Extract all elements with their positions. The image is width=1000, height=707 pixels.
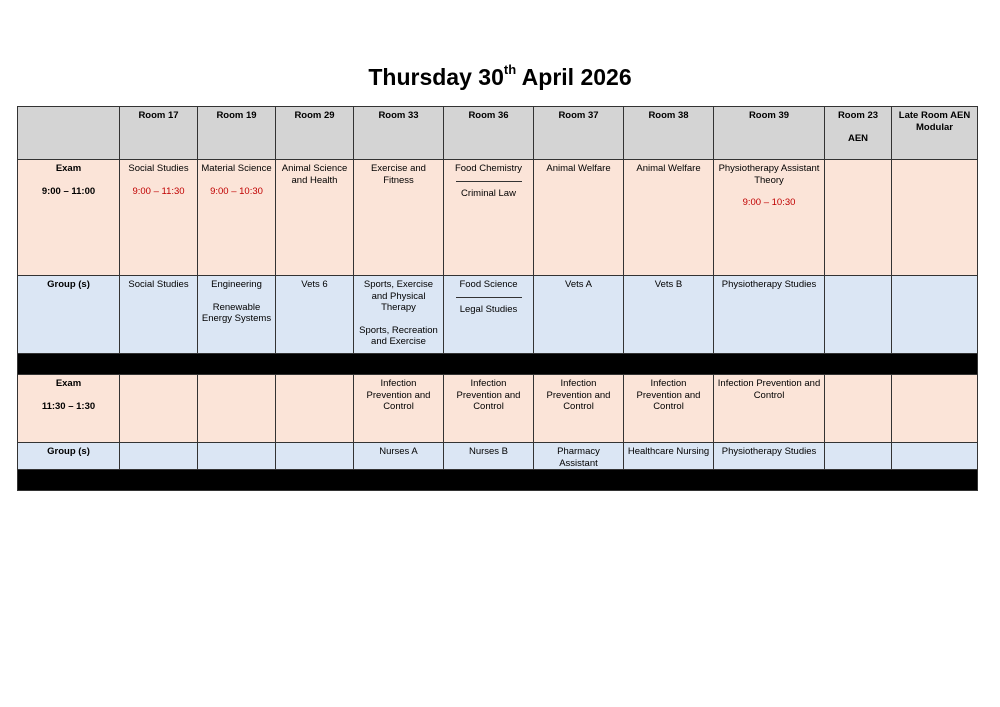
title-rest: April 2026 bbox=[516, 64, 632, 90]
cell-r23-exam bbox=[825, 160, 892, 276]
cell-late-group bbox=[892, 276, 978, 354]
cell-late-group2 bbox=[892, 443, 978, 470]
cell-divider-line bbox=[456, 297, 522, 298]
cell-r29-group2 bbox=[276, 443, 354, 470]
cell-r17-group: Social Studies bbox=[120, 276, 198, 354]
cell-r17-exam bbox=[120, 160, 198, 276]
row-label-exam-morning bbox=[18, 160, 120, 276]
exam-time-override: 9:00 – 11:30 bbox=[132, 185, 185, 197]
exam-subject: Animal Science and Health bbox=[281, 163, 348, 186]
cell-r37-group: Vets A bbox=[534, 276, 624, 354]
cell-r38-group: Vets B bbox=[624, 276, 714, 354]
exam-subject: Food Chemistry bbox=[454, 163, 523, 174]
cell-r37-exam bbox=[534, 160, 624, 276]
cell-r33-group bbox=[354, 276, 444, 354]
exam-subject: Exercise and Fitness bbox=[371, 163, 426, 186]
group-name-second: Renewable Energy Systems bbox=[201, 301, 272, 324]
group-name-second: Legal Studies bbox=[459, 303, 518, 315]
group-row-morning bbox=[18, 276, 978, 354]
exam-time-override: 9:00 – 10:30 bbox=[742, 197, 796, 208]
exam-subject-second: Criminal Law bbox=[461, 187, 516, 199]
cell-r17-exam2 bbox=[120, 375, 198, 443]
session-divider-bottom bbox=[18, 470, 978, 491]
cell-r29-exam2 bbox=[276, 375, 354, 443]
exam-label: Exam bbox=[55, 378, 82, 389]
header-room-17: Room 17 bbox=[120, 107, 198, 160]
exam-row-morning bbox=[18, 160, 978, 276]
cell-r19-exam2 bbox=[198, 375, 276, 443]
header-room-37: Room 37 bbox=[534, 107, 624, 160]
cell-r36-exam bbox=[444, 160, 534, 276]
header-room-36: Room 36 bbox=[444, 107, 534, 160]
group-row-midday bbox=[18, 443, 978, 470]
cell-r37-group2: Pharmacy Assistant bbox=[534, 443, 624, 470]
cell-late-exam2 bbox=[892, 375, 978, 443]
exam-row-midday bbox=[18, 375, 978, 443]
group-name-second: Sports, Recreation and Exercise bbox=[359, 324, 438, 347]
cell-r29-exam bbox=[276, 160, 354, 276]
cell-r29-group: Vets 6 bbox=[276, 276, 354, 354]
exam-subject: Animal Welfare bbox=[636, 163, 701, 174]
header-room-33: Room 33 bbox=[354, 107, 444, 160]
cell-r39-exam2: Infection Prevention and Control bbox=[714, 375, 825, 443]
header-room-29: Room 29 bbox=[276, 107, 354, 160]
exam-time-override: 9:00 – 10:30 bbox=[210, 185, 263, 197]
cell-r38-exam2: Infection Prevention and Control bbox=[624, 375, 714, 443]
cell-r19-group2 bbox=[198, 443, 276, 470]
exam-time: 11:30 – 1:30 bbox=[41, 400, 96, 412]
cell-divider-line bbox=[456, 181, 522, 182]
header-room-38: Room 38 bbox=[624, 107, 714, 160]
header-room-39: Room 39 bbox=[714, 107, 825, 160]
header-row bbox=[18, 107, 978, 160]
divider-bar bbox=[18, 354, 978, 375]
group-name: Sports, Exercise and Physical Therapy bbox=[363, 279, 434, 313]
header-room-23 bbox=[825, 107, 892, 160]
exam-time: 9:00 – 11:00 bbox=[41, 185, 96, 197]
page-title bbox=[0, 64, 1000, 91]
cell-r33-exam2: Infection Prevention and Control bbox=[354, 375, 444, 443]
cell-late-exam bbox=[892, 160, 978, 276]
row-label-group-midday: Group (s) bbox=[18, 443, 120, 470]
cell-r33-group2: Nurses A bbox=[354, 443, 444, 470]
cell-r17-group2 bbox=[120, 443, 198, 470]
cell-r38-group2: Healthcare Nursing bbox=[624, 443, 714, 470]
cell-r19-exam bbox=[198, 160, 276, 276]
group-name: Engineering bbox=[211, 279, 262, 290]
cell-r39-group: Physiotherapy Studies bbox=[714, 276, 825, 354]
cell-r36-exam2: Infection Prevention and Control bbox=[444, 375, 534, 443]
cell-r19-group bbox=[198, 276, 276, 354]
session-divider bbox=[18, 354, 978, 375]
header-room-23-sub: AEN bbox=[847, 132, 869, 144]
cell-r39-group2: Physiotherapy Studies bbox=[714, 443, 825, 470]
header-room-23-label: Room 23 bbox=[837, 110, 879, 121]
group-name: Food Science bbox=[459, 279, 518, 290]
cell-r33-exam bbox=[354, 160, 444, 276]
exam-subject: Social Studies bbox=[128, 163, 189, 174]
divider-bar bbox=[18, 470, 978, 491]
cell-r37-exam2: Infection Prevention and Control bbox=[534, 375, 624, 443]
exam-subject: Animal Welfare bbox=[546, 163, 611, 174]
row-label-exam-midday bbox=[18, 375, 120, 443]
cell-r23-exam2 bbox=[825, 375, 892, 443]
header-corner bbox=[18, 107, 120, 160]
cell-r36-group2: Nurses B bbox=[444, 443, 534, 470]
exam-subject: Material Science bbox=[201, 163, 272, 174]
cell-r38-exam bbox=[624, 160, 714, 276]
title-ordinal: th bbox=[503, 62, 517, 77]
title-main: Thursday 30 bbox=[368, 64, 504, 90]
header-room-19: Room 19 bbox=[198, 107, 276, 160]
row-label-group-morning: Group (s) bbox=[18, 276, 120, 354]
cell-r39-exam bbox=[714, 160, 825, 276]
cell-r23-group2 bbox=[825, 443, 892, 470]
exam-label: Exam bbox=[55, 163, 82, 174]
timetable bbox=[17, 106, 978, 491]
exam-subject: Physiotherapy Assistant Theory bbox=[718, 163, 820, 186]
cell-r23-group bbox=[825, 276, 892, 354]
cell-r36-group bbox=[444, 276, 534, 354]
header-late-room: Late Room AEN Modular bbox=[892, 107, 978, 160]
